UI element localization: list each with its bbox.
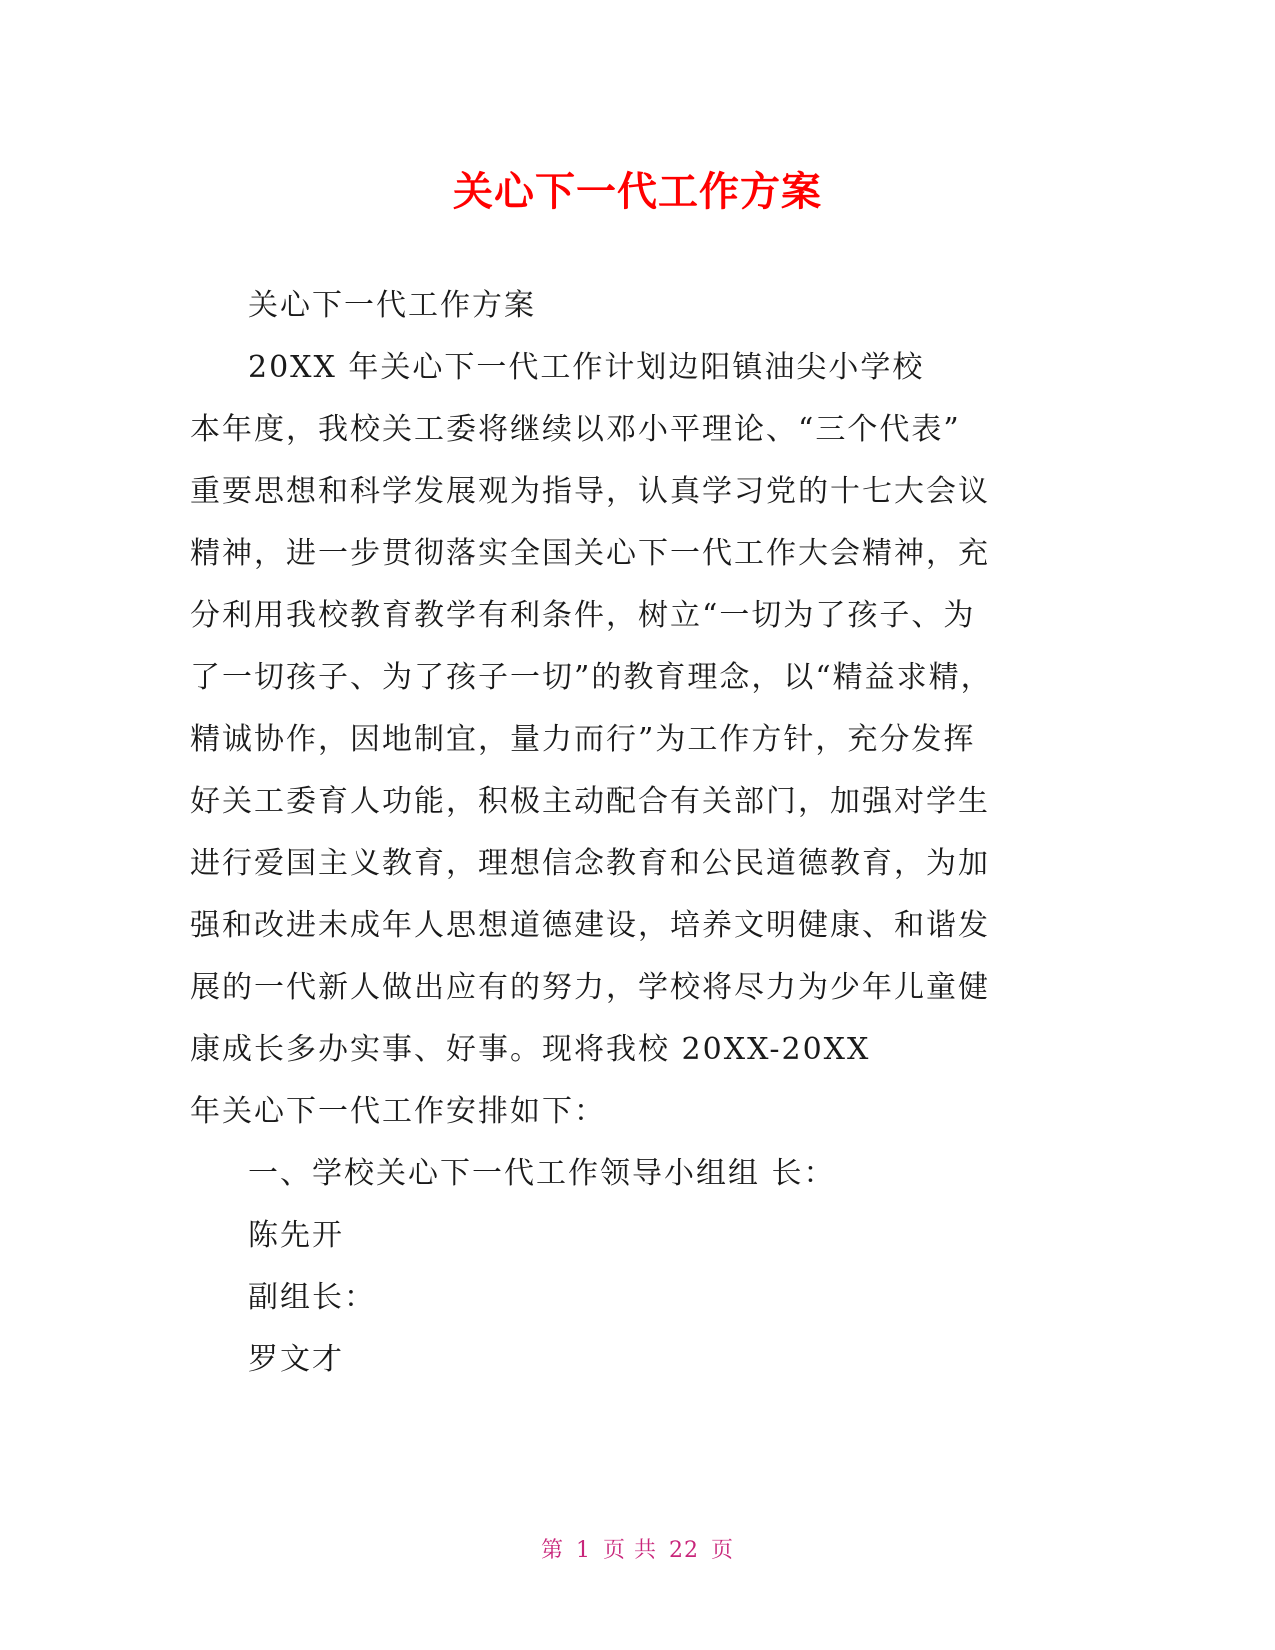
body-line: 展的一代新人做出应有的努力，学校将尽力为少年儿童健 (190, 970, 990, 1005)
body-line: 重要思想和科学发展观为指导，认真学习党的十七大会议 (190, 474, 990, 509)
body-line: 年关心下一代工作安排如下： (190, 1094, 606, 1129)
body-line: 强和改进未成年人思想道德建设，培养文明健康、和谐发 (190, 908, 990, 943)
body-line: 本年度，我校关工委将继续以邓小平理论、“三个代表” (190, 412, 961, 447)
deputy-label: 副组长： (248, 1280, 376, 1315)
page-footer (0, 1533, 1275, 1564)
body-line: 了一切孩子、为了孩子一切”的教育理念，以“精益求精， (190, 660, 993, 695)
section-heading-line: 一、学校关心下一代工作领导小组组 长： (248, 1156, 836, 1191)
footer-total-pages: 22 (669, 1538, 699, 1563)
footer-page-label: 第 (540, 1538, 564, 1563)
plan-heading-line: 20XX 年关心下一代工作计划边阳镇油尖小学校 (248, 350, 925, 385)
deputy-name: 罗文才 (248, 1342, 344, 1377)
footer-current-page: 1 (576, 1538, 591, 1563)
body-line: 康成长多办实事、好事。现将我校 20XX-20XX (190, 1032, 871, 1067)
body-line: 精神，进一步贯彻落实全国关心下一代工作大会精神，充 (190, 536, 990, 571)
subtitle-line: 关心下一代工作方案 (248, 288, 536, 323)
body-line: 进行爱国主义教育，理想信念教育和公民道德教育，为加 (190, 846, 990, 881)
footer-of-label: 页 共 (603, 1538, 657, 1563)
document-title: 关心下一代工作方案 (453, 169, 822, 215)
footer-pages-label: 页 (711, 1538, 735, 1563)
body-line: 精诚协作，因地制宜，量力而行”为工作方针，充分发挥 (190, 722, 976, 757)
body-line: 分利用我校教育教学有利条件，树立“一切为了孩子、为 (190, 598, 976, 633)
leader-name: 陈先开 (248, 1218, 344, 1253)
body-line: 好关工委育人功能，积极主动配合有关部门，加强对学生 (190, 784, 990, 819)
